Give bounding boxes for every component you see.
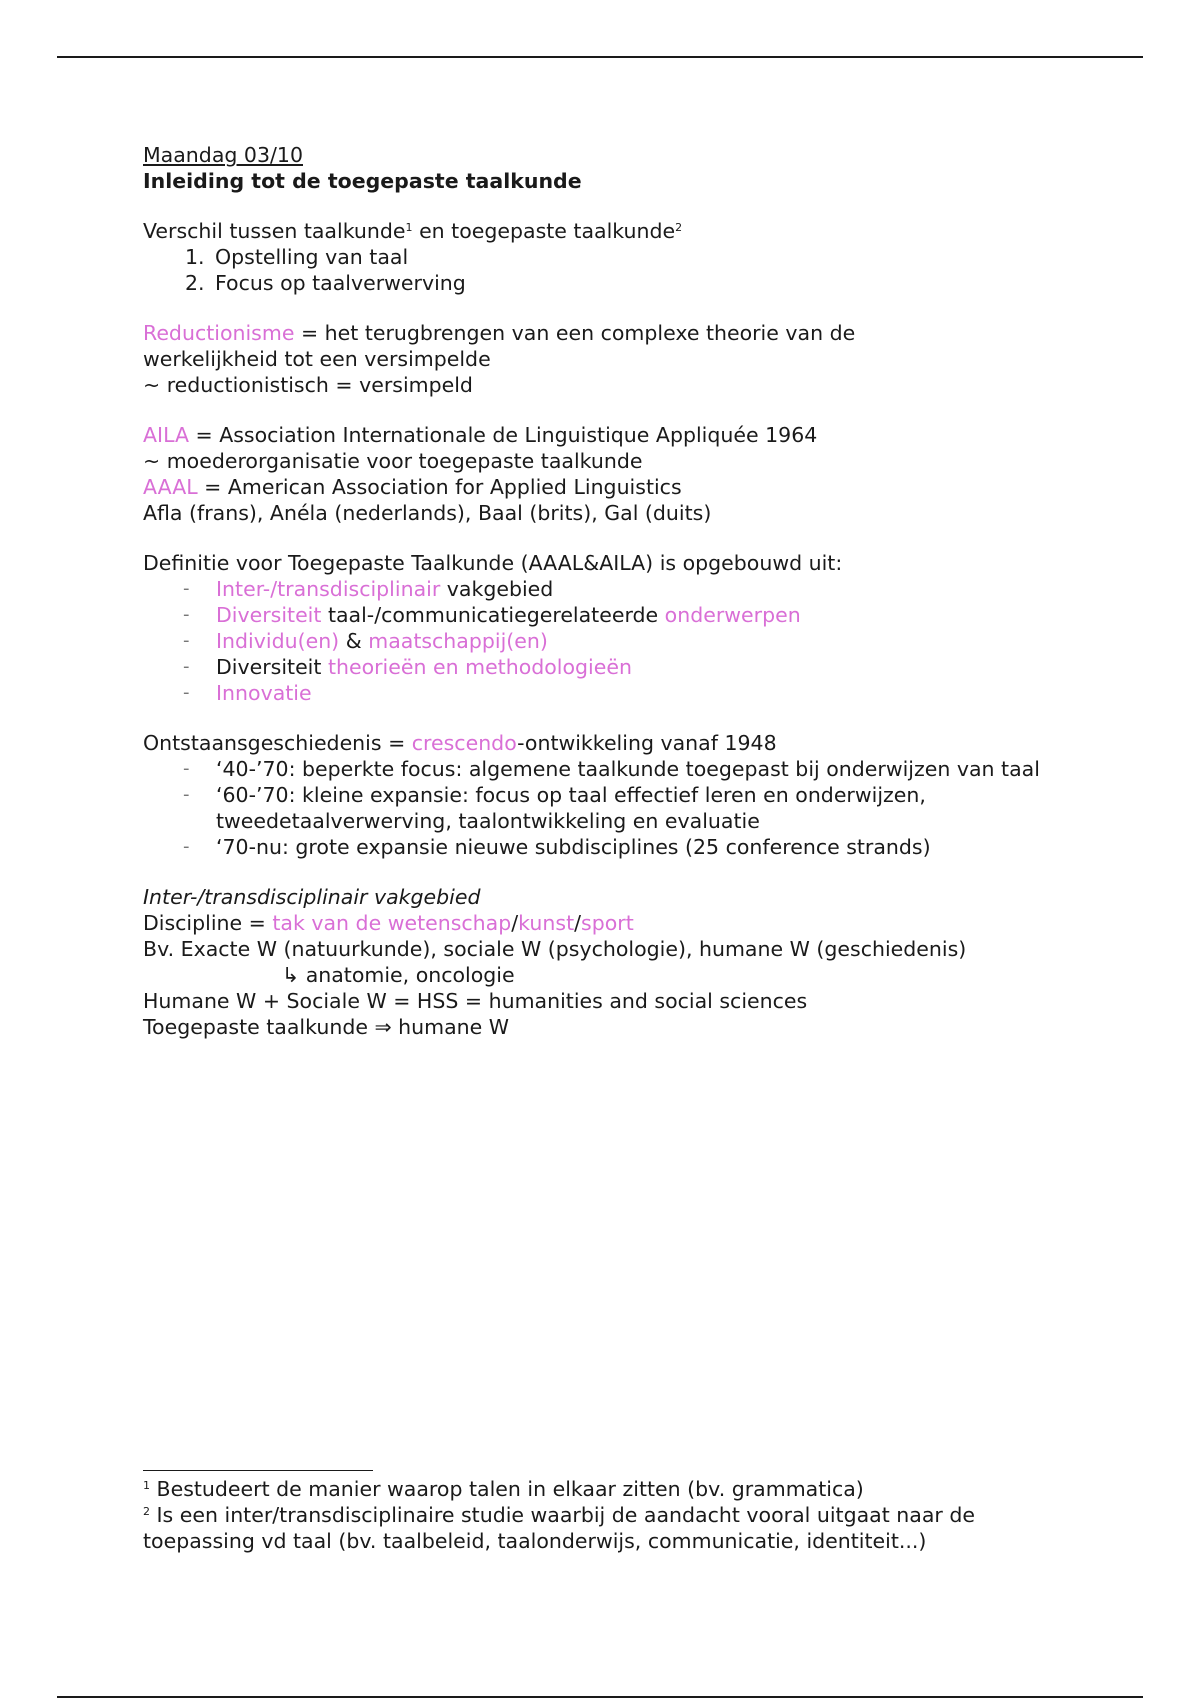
top-rule — [57, 56, 1143, 58]
footnote-text: Is een inter/transdisciplinaire studie waarbij de aandacht vooral uitgaat naar de toepassing vd taal (bv. taalbeleid, taalonderwijs, communicatie, identiteit...) — [143, 1503, 975, 1553]
other-associations: Afla (frans), Anéla (nederlands), Baal (brits), Gal (duits) — [143, 501, 712, 525]
bullet-dash: - — [183, 836, 190, 857]
bullet-item — [143, 576, 1063, 602]
bullet-text: Diversiteit — [216, 655, 328, 679]
term-crescendo: crescendo — [411, 731, 518, 755]
bullet-item — [143, 834, 1063, 860]
aila-def: = Association Internationale de Linguistique Appliquée 1964 — [189, 423, 818, 447]
date-heading: Maandag 03/10 — [143, 143, 303, 167]
slash: / — [574, 911, 582, 935]
bullet-text: ‘70-nu: grote expansie nieuwe subdisciplines (25 conference strands) — [216, 835, 931, 859]
arrow-subline: ↳ anatomie, oncologie — [282, 963, 515, 987]
reductionisme-line — [143, 320, 1063, 346]
intro-line — [143, 218, 1063, 244]
bullet-text: ‘40-’70: beperkte focus: algemene taalkunde toegepast bij onderwijzen van taal — [216, 757, 1040, 781]
definitie-heading: Definitie voor Toegepaste Taalkunde (AAAL&AILA) is opgebouwd uit: — [143, 551, 843, 575]
footnote-number: 1 — [143, 1479, 150, 1492]
numbered-item — [143, 270, 1063, 296]
footnote-ref-2: 2 — [675, 221, 683, 234]
bullet-dash: - — [183, 630, 190, 651]
term-sport: sport — [581, 911, 634, 935]
discipline-pre: Discipline = — [143, 911, 273, 935]
discipline-line — [143, 910, 1063, 936]
hss-line: Humane W + Sociale W = HSS = humanities and social sciences — [143, 989, 808, 1013]
footnote — [143, 1476, 1063, 1502]
bullet-text: taal-/communicatiegerelateerde — [321, 603, 665, 627]
bullet-text: vakgebied — [440, 577, 554, 601]
item-number: 1. — [185, 245, 205, 269]
term-interdisciplinair: Inter-/transdisciplinair — [216, 577, 441, 601]
bottom-rule — [57, 1696, 1143, 1698]
bullet-text: ‘60-’70: kleine expansie: focus op taal effectief leren en onderwijzen, tweedetaalverwerving, taalontwikkeling en evaluatie — [216, 783, 926, 833]
bullet-item — [143, 628, 1063, 654]
term-diversiteit: Diversiteit — [216, 603, 322, 627]
page-content — [143, 142, 1063, 1040]
numbered-item — [143, 244, 1063, 270]
footnotes — [143, 1476, 1063, 1554]
item-number: 2. — [185, 271, 205, 295]
intro-text-2: en toegepaste taalkunde — [412, 219, 676, 243]
section-heading: Inter-/transdisciplinair vakgebied — [143, 885, 481, 909]
reductionisme-def-2: werkelijkheid tot een versimpelde — [143, 347, 491, 371]
term-innovatie: Innovatie — [216, 681, 312, 705]
aaal-line — [143, 474, 1063, 500]
bullet-dash: - — [183, 682, 190, 703]
bullet-dash: - — [183, 758, 190, 779]
toegepast-line: Toegepaste taalkunde ⇒ humane W — [143, 1015, 510, 1039]
footnote-ref-1: 1 — [405, 221, 413, 234]
bullet-dash: - — [183, 578, 190, 599]
intro-text-1: Verschil tussen taalkunde — [143, 219, 406, 243]
footnote — [143, 1502, 1063, 1554]
bullet-text: & — [339, 629, 369, 653]
bullet-item — [143, 680, 1063, 706]
aaal-def: = American Association for Applied Linguistics — [197, 475, 682, 499]
footnote-separator — [143, 1470, 373, 1471]
ontstaan-pre: Ontstaansgeschiedenis = — [143, 731, 412, 755]
aila-note: ~ moederorganisatie voor toegepaste taalkunde — [143, 449, 643, 473]
term-theorieen: theorieën en methodologieën — [327, 655, 632, 679]
page-title: Inleiding tot de toegepaste taalkunde — [143, 169, 582, 193]
bullet-item — [143, 782, 1063, 834]
bullet-dash: - — [183, 784, 190, 805]
term-aaal: AAAL — [143, 475, 198, 499]
term-aila: AILA — [143, 423, 189, 447]
item-text: Focus op taalverwerving — [215, 271, 466, 295]
term-wetenschap: tak van de wetenschap — [272, 911, 512, 935]
slash: / — [511, 911, 519, 935]
bullet-dash: - — [183, 604, 190, 625]
term-reductionisme: Reductionisme — [143, 321, 295, 345]
examples-line: Bv. Exacte W (natuurkunde), sociale W (psychologie), humane W (geschiedenis) — [143, 937, 967, 961]
term-individuen: Individu(en) — [216, 629, 340, 653]
item-text: Opstelling van taal — [215, 245, 409, 269]
reductionisme-note: ~ reductionistisch = versimpeld — [143, 373, 473, 397]
bullet-item — [143, 602, 1063, 628]
term-onderwerpen: onderwerpen — [664, 603, 801, 627]
ontstaan-post: -ontwikkeling vanaf 1948 — [517, 731, 777, 755]
bullet-item — [143, 654, 1063, 680]
term-maatschappijen: maatschappij(en) — [368, 629, 548, 653]
aila-line — [143, 422, 1063, 448]
term-kunst: kunst — [518, 911, 575, 935]
footnote-number: 2 — [143, 1505, 150, 1518]
reductionisme-def: = het terugbrengen van een complexe theorie van de — [294, 321, 856, 345]
bullet-item — [143, 756, 1063, 782]
footnote-text: Bestudeert de manier waarop talen in elkaar zitten (bv. grammatica) — [150, 1477, 864, 1501]
ontstaan-line — [143, 730, 1063, 756]
bullet-dash: - — [183, 656, 190, 677]
